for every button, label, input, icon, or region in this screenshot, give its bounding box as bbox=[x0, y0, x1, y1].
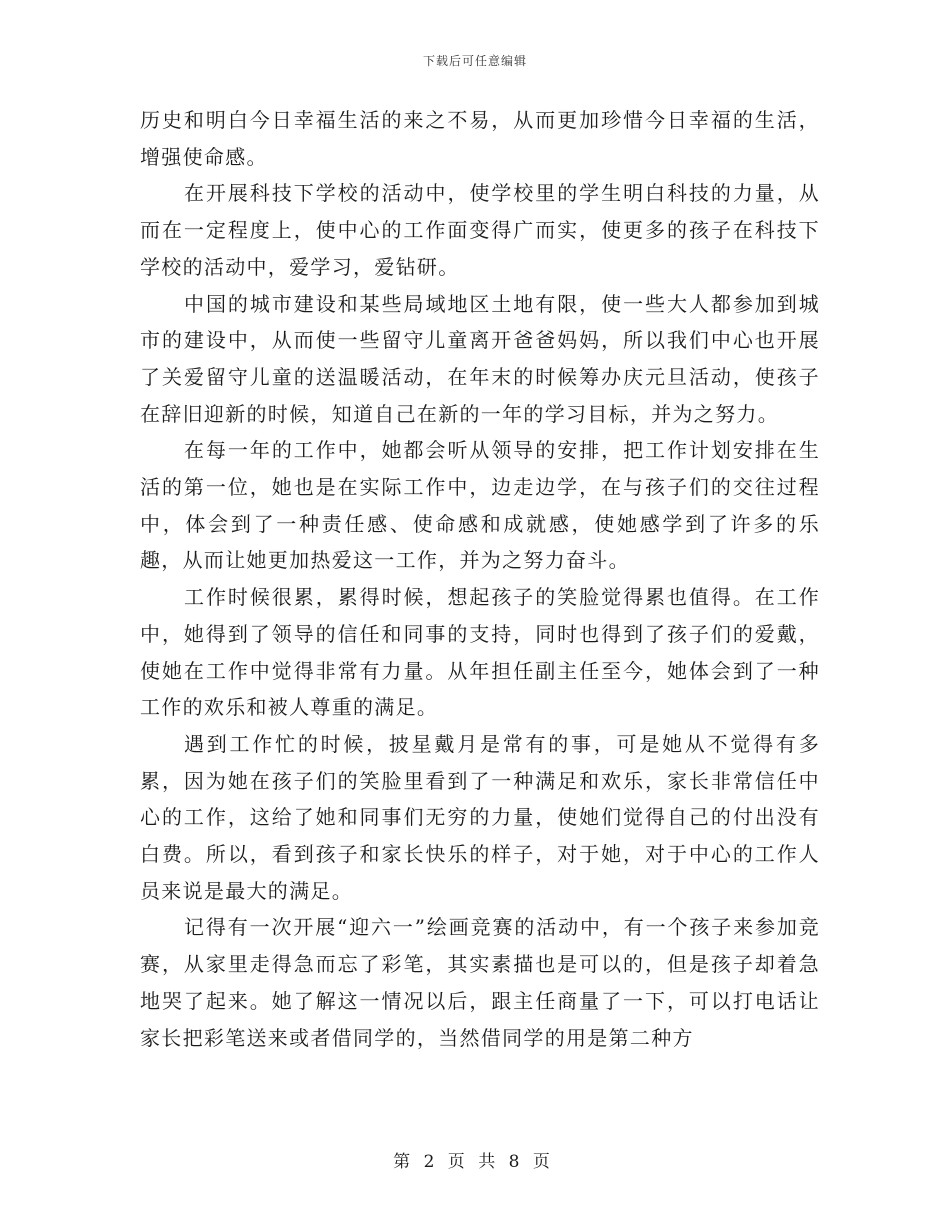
current-page-number: 2 bbox=[423, 1152, 436, 1172]
paragraph: 中国的城市建设和某些局域地区土地有限，使一些大人都参加到城市的建设中，从而使一些留守儿童离开爸爸妈妈，所以我们中心也开展了关爱留守儿童的送温暖活动，在年末的时候筹办庆元旦活动，使孩子在辞旧迎新的时候，知道自己在新的一年的学习目标，并为之努力。 bbox=[140, 291, 820, 426]
footer-suffix: 页 bbox=[532, 1152, 551, 1172]
document-body bbox=[140, 102, 820, 1056]
page-header bbox=[0, 52, 950, 69]
total-pages-number: 8 bbox=[508, 1152, 521, 1172]
footer-prefix: 第 bbox=[393, 1152, 412, 1172]
paragraph: 工作时候很累，累得时候，想起孩子的笑脸觉得累也值得。在工作中，她得到了领导的信任和同事的支持，同时也得到了孩子们的爱戴，使她在工作中觉得非常有力量。从年担任副主任至今，她体会到了一种工作的欢乐和被人尊重的满足。 bbox=[140, 585, 820, 720]
paragraph: 记得有一次开展“迎六一”绘画竞赛的活动中，有一个孩子来参加竞赛，从家里走得急而忘了彩笔，其实素描也是可以的，但是孩子却着急地哭了起来。她了解这一情况以后，跟主任商量了一下，可以打电话让家长把彩笔送来或者借同学的，当然借同学的用是第二种方 bbox=[140, 915, 820, 1050]
header-text: 下载后可任意编辑 bbox=[422, 54, 527, 68]
paragraph: 在开展科技下学校的活动中，使学校里的学生明白科技的力量，从而在一定程度上，使中心的工作面变得广而实，使更多的孩子在科技下学校的活动中，爱学习，爱钻研。 bbox=[140, 181, 820, 279]
paragraph: 遇到工作忙的时候，披星戴月是常有的事，可是她从不觉得有多累，因为她在孩子们的笑脸里看到了一种满足和欢乐，家长非常信任中心的工作，这给了她和同事们无穷的力量，使她们觉得自己的付出没有白费。所以，看到孩子和家长快乐的样子，对于她，对于中心的工作人员来说是最大的满足。 bbox=[140, 731, 820, 903]
paragraph: 在每一年的工作中，她都会听从领导的安排，把工作计划安排在生活的第一位，她也是在实际工作中，边走边学，在与孩子们的交往过程中，体会到了一种责任感、使命感和成就感，使她感学到了许多的乐趣，从而让她更加热爱这一工作，并为之努力奋斗。 bbox=[140, 438, 820, 573]
paragraph-continued: 历史和明白今日幸福生活的来之不易，从而更加珍惜今日幸福的生活，增强使命感。 bbox=[140, 108, 820, 169]
page-footer bbox=[0, 1147, 950, 1172]
footer-total-word: 共 bbox=[478, 1152, 497, 1172]
footer-page-word: 页 bbox=[447, 1152, 466, 1172]
